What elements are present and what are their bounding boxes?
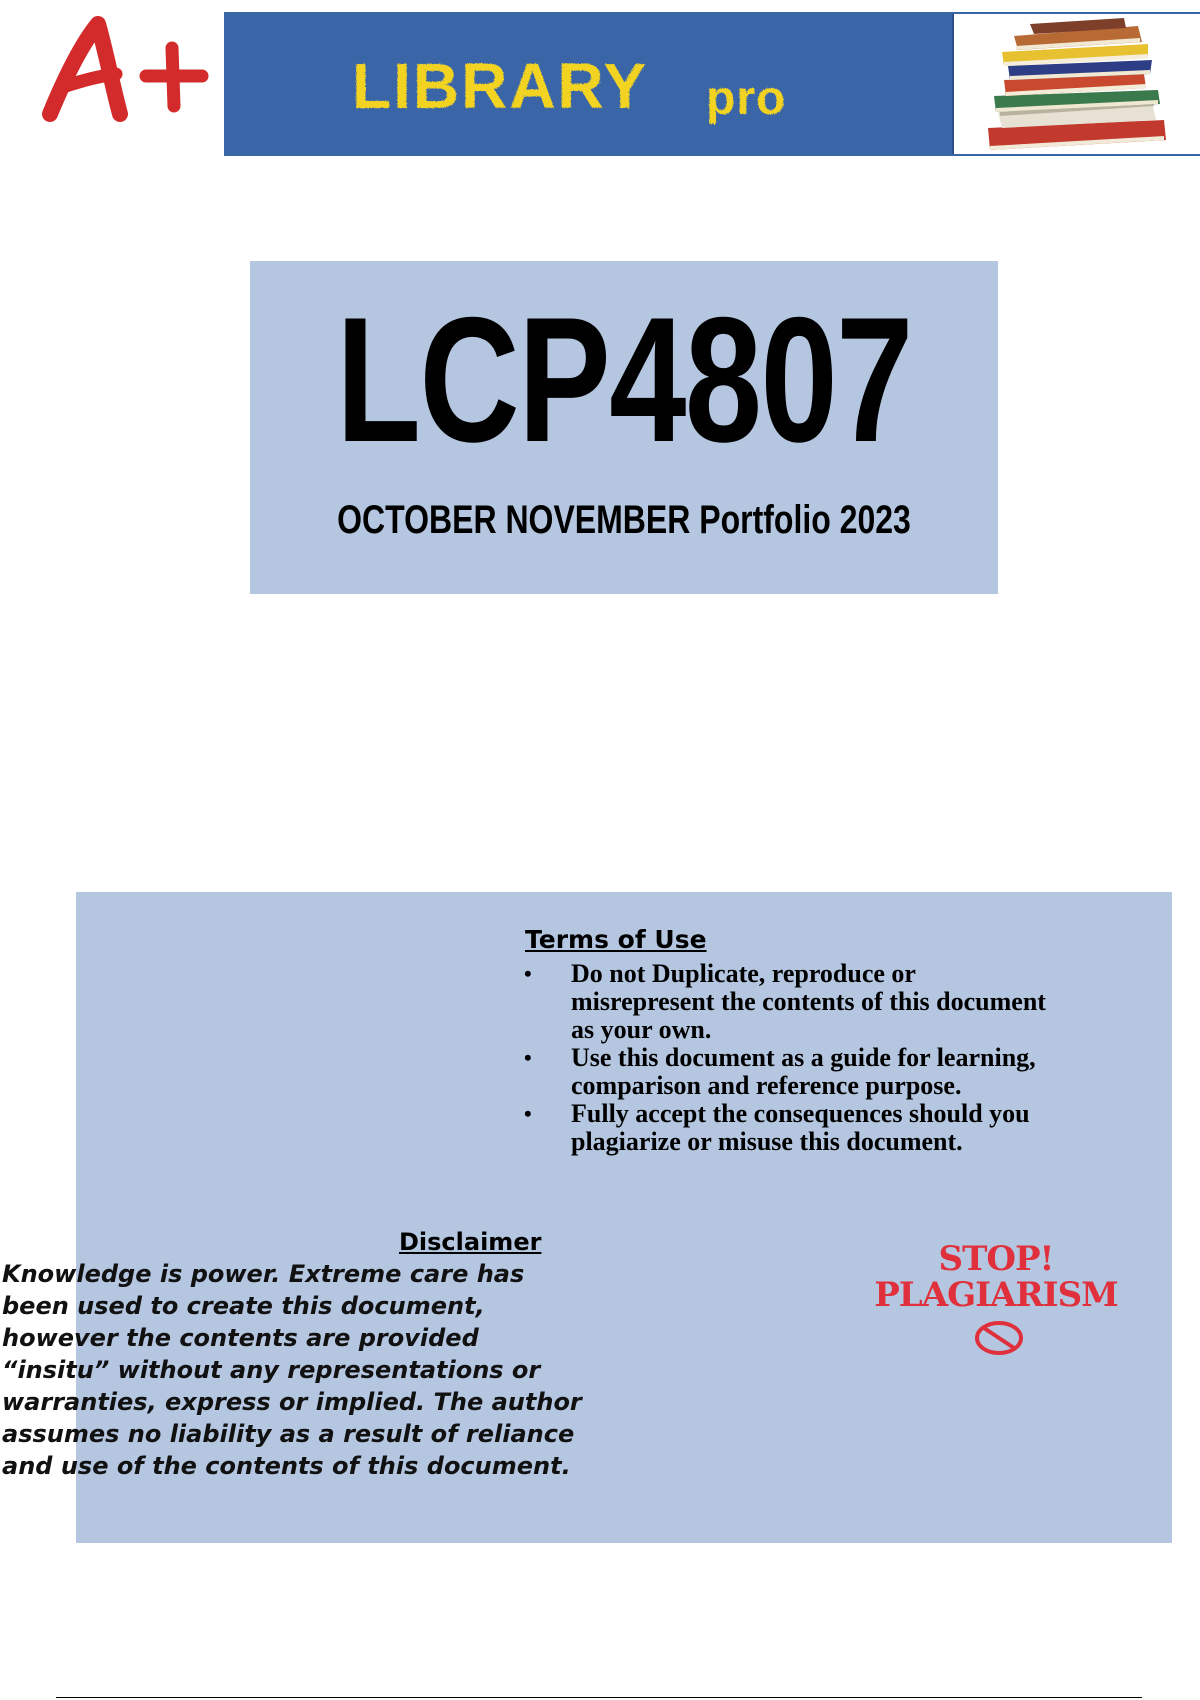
svg-text:pro: pro <box>706 72 787 125</box>
course-code: LCP4807 <box>336 280 912 479</box>
terms-heading: Terms of Use <box>525 925 707 954</box>
terms-item: • Do not Duplicate, reproduce or misrepresent the contents of this document as your own. <box>520 960 1200 1044</box>
portfolio-subtitle: OCTOBER NOVEMBER Portfolio 2023 <box>337 498 911 542</box>
stop-plagiarism-stamp <box>846 1240 1146 1360</box>
terms-item: • Use this document as a guide for learning, comparison and reference purpose. <box>520 1044 1200 1100</box>
books-stack-icon <box>968 16 1188 156</box>
prohibited-icon <box>974 1320 1024 1356</box>
title-panel <box>250 261 998 594</box>
library-pro-logo <box>350 48 950 128</box>
stamp-line-plagiarism: PLAGIARISM <box>874 1275 1118 1315</box>
disclaimer-heading: Disclaimer <box>399 1228 542 1256</box>
terms-list <box>520 960 1200 1156</box>
svg-text:LIBRARY: LIBRARY <box>352 50 649 122</box>
footer-divider <box>56 1697 1142 1698</box>
stamp-line-stop: STOP! <box>938 1239 1054 1279</box>
a-plus-logo <box>36 10 216 130</box>
disclaimer-text: Knowledge is power. Extreme care has been used to create this document, however the contents are provided “insitu” without any representations or warranties, express or implied. The author assumes no liability as a result of reliance and use of the contents of this document. <box>2 1260 582 1480</box>
terms-item: • Fully accept the consequences should you plagiarize or misuse this document. <box>520 1100 1200 1156</box>
